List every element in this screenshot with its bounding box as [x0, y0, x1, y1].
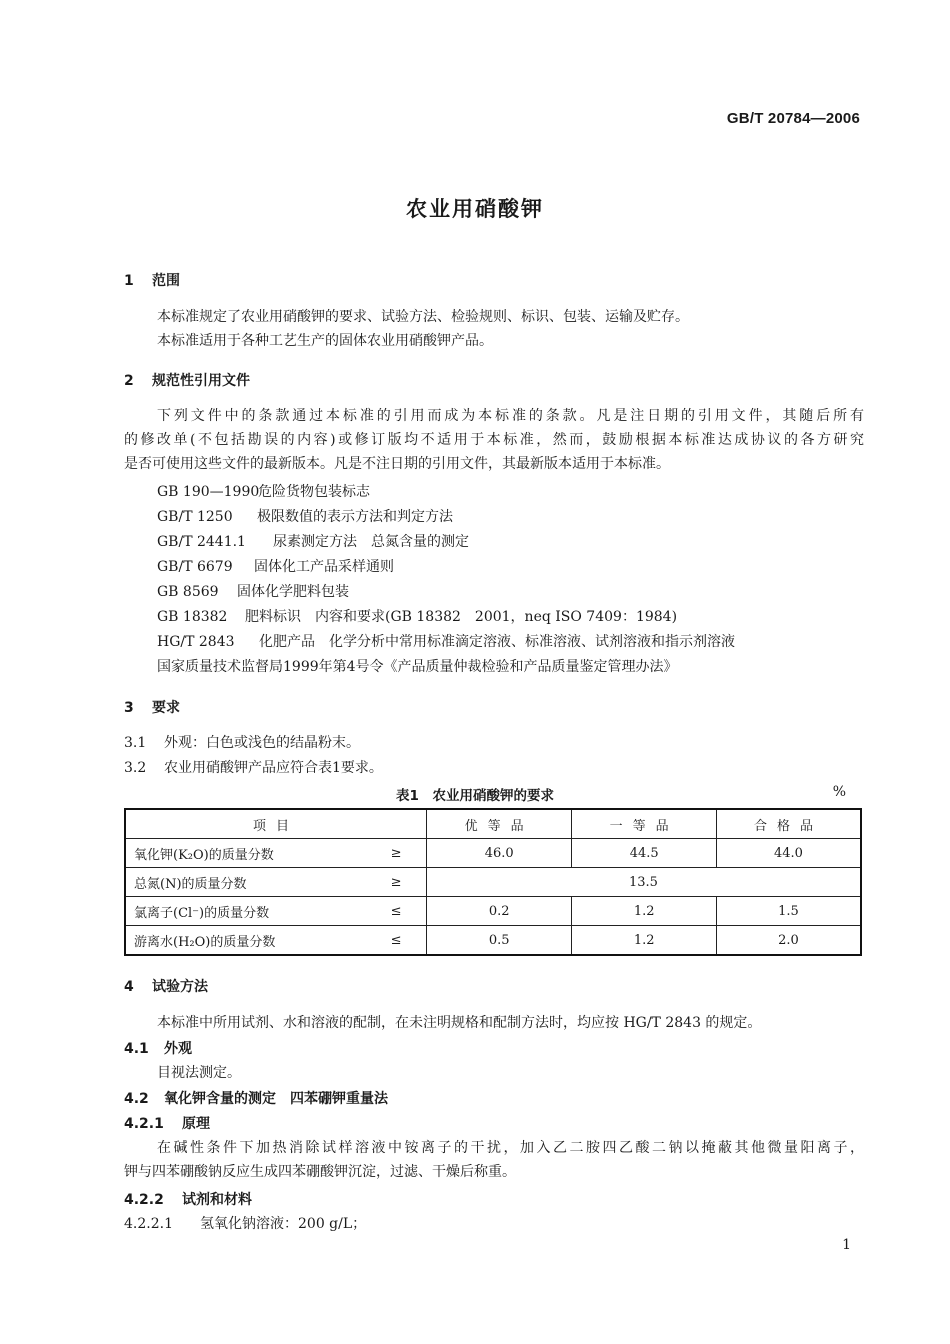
- table-header-row: [125, 809, 861, 839]
- reference-code: HG/T 2843: [157, 634, 235, 650]
- section-number: 4: [124, 979, 134, 995]
- clause-number: 4.1: [124, 1041, 149, 1057]
- page-number: 1: [842, 1237, 851, 1253]
- cell-value: 2.0: [716, 926, 861, 956]
- clause-4-2-2-1: [124, 1212, 366, 1237]
- clause-number: 4.2: [124, 1091, 149, 1107]
- clause-title: 外观: [164, 1041, 192, 1057]
- reference-item: [157, 655, 678, 680]
- reference-item: [157, 530, 469, 555]
- row-comparator: ≥: [366, 868, 426, 897]
- section-title: 范围: [152, 273, 180, 289]
- table-row: [125, 839, 861, 868]
- reference-title: 危险货物包装标志: [258, 484, 370, 500]
- clause-3-1: [124, 731, 360, 756]
- reference-item: [157, 630, 735, 655]
- reference-item: [157, 555, 394, 580]
- row-item: 氯离子(Cl⁻)的质量分数: [125, 897, 366, 926]
- clause-4-1-heading: [124, 1038, 192, 1058]
- row-comparator: ≥: [366, 839, 426, 868]
- cell-value: 1.2: [572, 926, 717, 956]
- table-caption: 表1 农业用硝酸钾的要求: [396, 788, 554, 804]
- section-title: 试验方法: [152, 979, 208, 995]
- reference-title: 固体化学肥料包装: [237, 584, 349, 600]
- clause-number: 3.1: [124, 735, 147, 751]
- section-3-heading: [124, 697, 180, 717]
- header-qualified-grade: 合格品: [716, 809, 861, 839]
- reference-code: GB 18382: [157, 609, 228, 625]
- clause-4-2-2-heading: [124, 1189, 252, 1209]
- clause-title: 原理: [182, 1116, 210, 1132]
- reference-code: GB/T 1250: [157, 509, 233, 525]
- section-1-paragraph: 本标准规定了农业用硝酸钾的要求、试验方法、检验规则、标识、包装、运输及贮存。: [157, 309, 689, 325]
- table-row: [125, 897, 861, 926]
- document-title: 农业用硝酸钾: [406, 197, 544, 221]
- reference-code: GB 8569: [157, 584, 219, 600]
- section-2-intro: [124, 404, 864, 476]
- table-row: [125, 868, 861, 897]
- row-item: 总氮(N)的质量分数: [125, 868, 366, 897]
- section-number: 2: [124, 373, 134, 389]
- row-comparator: ≤: [366, 897, 426, 926]
- clause-4-2-heading: [124, 1088, 388, 1108]
- reference-code: GB 190—1990: [157, 484, 260, 500]
- cell-value: 46.0: [426, 839, 572, 868]
- cell-value-merged: 13.5: [426, 868, 861, 897]
- cell-value: 44.5: [572, 839, 717, 868]
- row-item: 游离水(H₂O)的质量分数: [125, 926, 366, 956]
- section-1-heading: [124, 270, 180, 290]
- reference-code: GB/T 6679: [157, 559, 233, 575]
- reference-title: 极限数值的表示方法和判定方法: [257, 509, 453, 525]
- section-number: 3: [124, 700, 134, 716]
- header-first-grade: 一等品: [572, 809, 717, 839]
- text-line: 钾与四苯硼酸钠反应生成四苯硼酸钾沉淀，过滤、干燥后称重。: [124, 1164, 516, 1180]
- cell-value: 1.2: [572, 897, 717, 926]
- requirements-table: [124, 808, 862, 956]
- clause-text: 农业用硝酸钾产品应符合表1要求。: [164, 760, 383, 776]
- clause-4-2-1-text: [124, 1136, 864, 1184]
- section-1-paragraph: 本标准适用于各种工艺生产的固体农业用硝酸钾产品。: [157, 333, 493, 349]
- intro-line: 下列文件中的条款通过本标准的引用而成为本标准的条款。凡是注日期的引用文件，其随后所有: [157, 408, 864, 424]
- cell-value: 44.0: [716, 839, 861, 868]
- section-title: 要求: [152, 700, 180, 716]
- section-2-heading: [124, 370, 250, 390]
- header-premium-grade: 优等品: [426, 809, 572, 839]
- reference-title: 尿素测定方法 总氮含量的测定: [273, 534, 469, 550]
- section-4-heading: [124, 976, 208, 996]
- clause-title: 氧化钾含量的测定 四苯硼钾重量法: [164, 1091, 388, 1107]
- cell-value: 1.5: [716, 897, 861, 926]
- table-row: [125, 926, 861, 956]
- row-item: 氧化钾(K₂O)的质量分数: [125, 839, 366, 868]
- clause-3-2: [124, 756, 383, 781]
- reference-item: [157, 480, 370, 505]
- standard-number: GB/T 20784—2006: [726, 110, 860, 127]
- clause-number: 3.2: [124, 760, 147, 776]
- clause-4-2-1-heading: [124, 1113, 210, 1133]
- table-unit: %: [832, 784, 846, 800]
- reference-title: 化肥产品 化学分析中常用标准滴定溶液、标准溶液、试剂溶液和指示剂溶液: [259, 634, 735, 650]
- clause-title: 试剂和材料: [182, 1192, 252, 1208]
- cell-value: 0.2: [426, 897, 572, 926]
- clause-4-1-text: 目视法测定。: [157, 1065, 241, 1081]
- reference-item: [157, 605, 677, 630]
- header-item: 项目: [125, 809, 426, 839]
- text-line: 在碱性条件下加热消除试样溶液中铵离子的干扰，加入乙二胺四乙酸二钠以掩蔽其他微量阳离子，: [157, 1140, 864, 1156]
- row-comparator: ≤: [366, 926, 426, 956]
- clause-text: 外观：白色或浅色的结晶粉末。: [164, 735, 360, 751]
- reference-title: 固体化工产品采样通则: [254, 559, 394, 575]
- section-title: 规范性引用文件: [152, 373, 250, 389]
- reference-title: 国家质量技术监督局1999年第4号令《产品质量仲裁检验和产品质量鉴定管理办法》: [157, 659, 678, 675]
- intro-line: 的修改单(不包括勘误的内容)或修订版均不适用于本标准，然而，鼓励根据本标准达成协议的各方研究: [124, 432, 864, 448]
- reference-item: [157, 580, 349, 605]
- clause-number: 4.2.2: [124, 1192, 164, 1208]
- clause-number: 4.2.2.1: [124, 1216, 173, 1232]
- clause-text: 氢氧化钠溶液：200 g/L；: [200, 1216, 367, 1232]
- intro-line: 是否可使用这些文件的最新版本。凡是不注日期的引用文件，其最新版本适用于本标准。: [124, 456, 670, 472]
- section-number: 1: [124, 273, 134, 289]
- section-4-paragraph: 本标准中所用试剂、水和溶液的配制，在未注明规格和配制方法时，均应按 HG/T 2843 的规定。: [157, 1015, 762, 1031]
- reference-item: [157, 505, 453, 530]
- cell-value: 0.5: [426, 926, 572, 956]
- reference-code: GB/T 2441.1: [157, 534, 246, 550]
- reference-title: 肥料标识 内容和要求(GB 18382 2001，neq ISO 7409：1984): [245, 609, 678, 625]
- clause-number: 4.2.1: [124, 1116, 164, 1132]
